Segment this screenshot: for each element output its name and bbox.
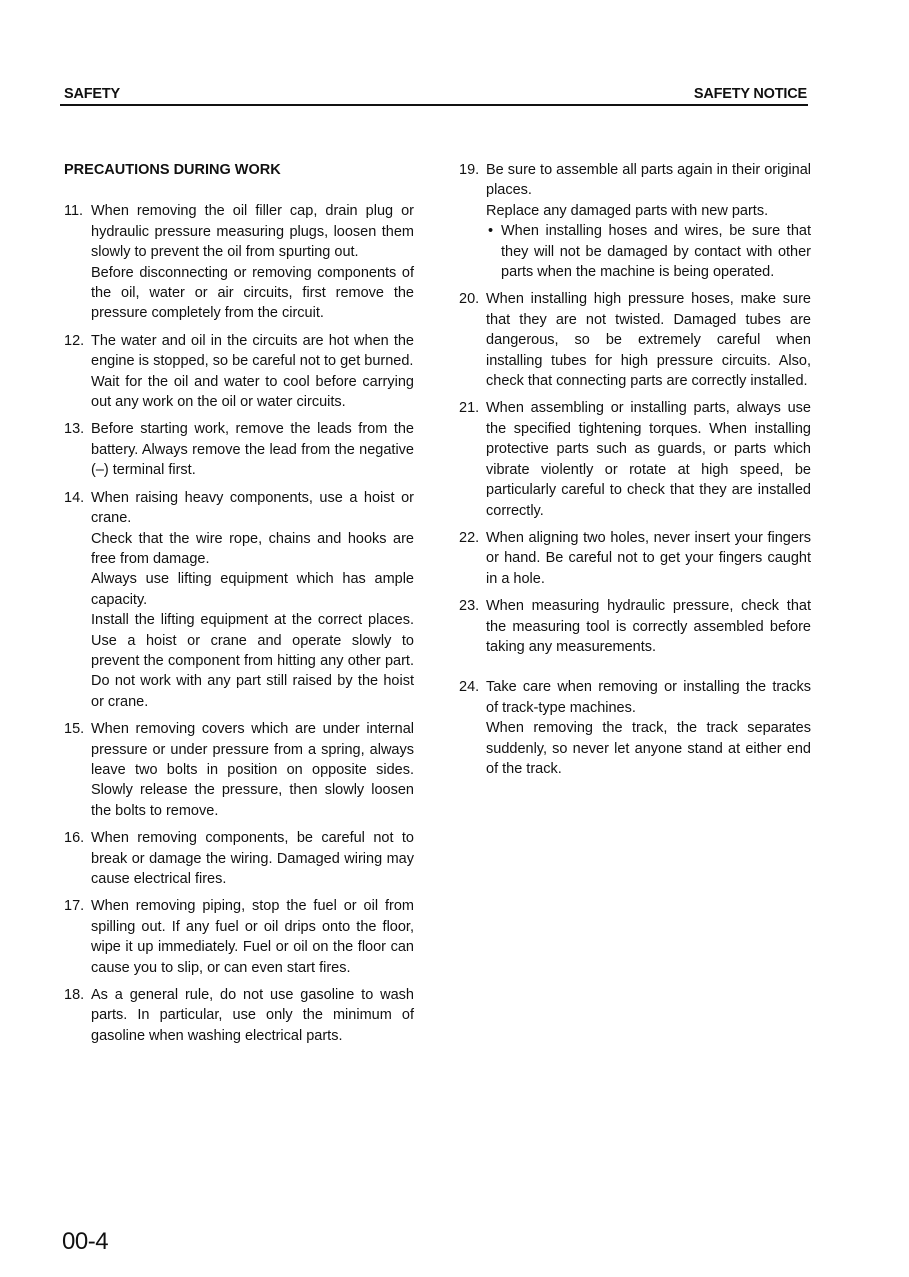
item-text: Wait for the oil and water to cool before carrying out any work on the oil or water circuits. xyxy=(91,373,414,411)
item-number: 20. xyxy=(459,291,480,308)
item-text: Before starting work, remove the leads from the battery. Always remove the lead from the negative (–) terminal first. xyxy=(91,421,414,479)
item-text: When removing piping, stop the fuel or oil from spilling out. If any fuel or oil drips onto the floor, wipe it up immediately. Fuel or oil on the floor can cause you to slip, or can even start fires. xyxy=(91,898,414,976)
header-rule xyxy=(60,104,808,106)
page-number: 00-4 xyxy=(62,1228,109,1255)
item-text: Install the lifting equipment at the correct places. Use a hoist or crane and operate slowly to prevent the component from hitting any other part. Do not work with any part still raised by the hoist or crane. xyxy=(91,612,414,710)
item-text: When installing high pressure hoses, make sure that they are not twisted. Damaged tubes are dangerous, so be extremely careful when installing tubes for high pressure circuits. Also, check that connecting parts are correctly installed. xyxy=(486,291,811,390)
list-item-14 xyxy=(64,488,414,712)
bullet-icon: • xyxy=(488,223,494,240)
item-text: Take care when removing or installing the tracks of track-type machines. xyxy=(486,679,811,716)
item-text: When raising heavy components, use a hoist or crane. xyxy=(91,489,414,527)
item-text: Replace any damaged parts with new parts. xyxy=(486,202,769,219)
right-column xyxy=(459,160,811,786)
item-text: When aligning two holes, never insert your fingers or hand. Be careful not to get your fingers caught in a hole. xyxy=(486,529,811,587)
item-number: 15. xyxy=(64,721,85,738)
item-text: When measuring hydraulic pressure, check that the measuring tool is correctly assembled before taking any measurements. xyxy=(486,598,811,655)
item-text: When removing components, be careful not to break or damage the wiring. Damaged wiring may cause electrical fires. xyxy=(91,830,414,887)
item-number: 23. xyxy=(459,598,480,615)
list-item-11 xyxy=(64,201,414,323)
item-text: Check that the wire rope, chains and hooks are free from damage. xyxy=(91,530,414,567)
list-item-22 xyxy=(459,528,811,589)
item-number: 22. xyxy=(459,529,480,546)
list-item-23 xyxy=(459,596,811,657)
list-item-13 xyxy=(64,419,414,480)
list-item-21 xyxy=(459,398,811,520)
list-item-15 xyxy=(64,719,414,821)
item-number: 16. xyxy=(64,830,85,847)
item-number: 13. xyxy=(64,421,85,438)
item-text: When assembling or installing parts, always use the specified tightening torques. When installing protective parts such as guards, or parts which vibrate violently or rotate at high speed, be particularly careful to check that they are installed correctly. xyxy=(486,400,811,519)
item-number: 14. xyxy=(64,489,85,506)
header-section-label: SAFETY xyxy=(64,86,120,102)
list-item-18 xyxy=(64,985,414,1046)
item-text: Before disconnecting or removing components of the oil, water or air circuits, first remove the pressure completely from the circuit. xyxy=(91,264,414,322)
item-number: 19. xyxy=(459,162,480,178)
item-number: 11. xyxy=(64,203,84,220)
list-item-12 xyxy=(64,331,414,413)
list-item-17 xyxy=(64,896,414,978)
list-item-16 xyxy=(64,828,414,889)
item-text: As a general rule, do not use gasoline to wash parts. In particular, use only the minimum of gasoline when washing electrical parts. xyxy=(91,987,414,1044)
item-text: Be sure to assemble all parts again in their original places. xyxy=(486,162,811,199)
item-number: 17. xyxy=(64,898,85,915)
bullet-point xyxy=(486,221,811,282)
list-item-20 xyxy=(459,289,811,391)
item-text: When removing the track, the track separates suddenly, so never let anyone stand at either end of the track. xyxy=(486,720,811,777)
section-title: PRECAUTIONS DURING WORK xyxy=(64,162,281,178)
header-page-title: SAFETY NOTICE xyxy=(693,86,807,102)
left-column xyxy=(64,160,414,1053)
item-number: 18. xyxy=(64,987,85,1004)
item-text: When removing the oil filler cap, drain plug or hydraulic pressure measuring plugs, loosen them slowly to prevent the oil from spurting out. xyxy=(91,203,414,261)
bullet-text: When installing hoses and wires, be sure that they will not be damaged by contact with other parts when the machine is being operated. xyxy=(501,223,811,281)
list-item-24 xyxy=(459,677,811,779)
item-number: 12. xyxy=(64,332,85,349)
item-text: Always use lifting equipment which has ample capacity. xyxy=(91,571,414,608)
item-text: When removing covers which are under internal pressure or under pressure from a spring, always leave two bolts in position on opposite sides. Slowly release the pressure, then slowly loosen the bolts to remove. xyxy=(91,721,414,819)
item-number: 21. xyxy=(459,400,480,417)
list-item-19 xyxy=(459,160,811,282)
item-number: 24. xyxy=(459,679,480,696)
item-text: The water and oil in the circuits are hot when the engine is stopped, so be careful not to get burned. xyxy=(91,332,414,370)
